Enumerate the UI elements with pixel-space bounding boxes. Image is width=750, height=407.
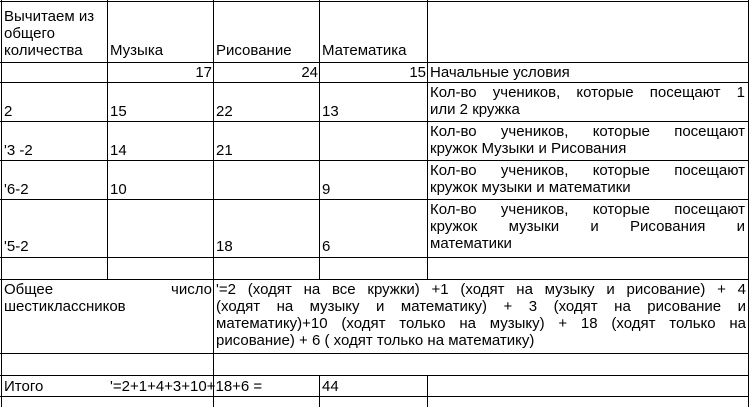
note-line: кружок Музыки и Рисования [430, 140, 627, 157]
grid-line [427, 0, 428, 280]
grid-line [0, 82, 749, 83]
cell-itogo-label[interactable]: Итого [4, 378, 44, 395]
cell-math-row4[interactable]: 9 [322, 181, 331, 198]
cell-drawing-initial[interactable]: 24 [301, 64, 318, 81]
grid-line [0, 160, 749, 161]
grid-line [0, 375, 749, 376]
grid-line [427, 376, 428, 407]
total-label-left: Общее [4, 281, 54, 298]
formula-line: математику)+10 (ходят только на музыку) + 18 (ходят только на [216, 315, 746, 332]
cell-subtract-row3[interactable]: '3 -2 [4, 142, 33, 159]
cell-subtract-row2[interactable]: 2 [4, 103, 13, 120]
grid-line [107, 0, 108, 280]
cell-drawing-row5[interactable]: 18 [216, 238, 233, 255]
formula-line: '=2 (ходят на все кружки) +1 (ходят на музыку и рисование) + 4 [216, 281, 746, 298]
header-cell-music[interactable]: Музыка [110, 42, 164, 59]
note-line: Кол-во учеников, которые посещают 1 [430, 84, 745, 101]
cell-itogo-result[interactable]: 44 [322, 378, 339, 395]
cell-note-row4[interactable] [430, 162, 745, 196]
header-subtract-line: количества [4, 42, 83, 59]
cell-math-row5[interactable]: 6 [322, 238, 331, 255]
formula-line: рисование) + 6 ( ходят только на математику) [216, 332, 535, 349]
cell-note-initial[interactable]: Начальные условия [430, 64, 570, 81]
grid-line [0, 199, 749, 200]
header-subtract-line: Вычитаем из [4, 8, 95, 25]
grid-line [0, 279, 749, 280]
cell-note-row5[interactable] [430, 201, 745, 252]
total-label-right: число [171, 281, 212, 298]
grid-line [0, 353, 749, 354]
cell-music-row2[interactable]: 15 [110, 103, 127, 120]
grid-line [0, 396, 749, 397]
grid-line [319, 0, 320, 280]
cell-music-initial[interactable]: 17 [195, 64, 212, 81]
cell-itogo-formula[interactable]: '=2+1+4+3+10+18+6 = [110, 378, 263, 395]
note-line: Кол-во учеников, которые посещают [430, 201, 745, 218]
grid-line [319, 376, 320, 407]
note-line: или 2 кружка [430, 101, 520, 118]
cell-music-row3[interactable]: 14 [110, 142, 127, 159]
header-subtract-line: общего [4, 25, 55, 42]
total-label-line [4, 281, 212, 298]
total-label-line2: шестиклассников [4, 298, 126, 315]
cell-subtract-row4[interactable]: '6-2 [4, 181, 29, 198]
note-line: Кол-во учеников, которые посещают [430, 123, 745, 140]
header-cell-drawing[interactable]: Рисование [216, 42, 292, 59]
note-line: кружок музыки и математики [430, 179, 631, 196]
note-line: математики [430, 235, 512, 252]
grid-line [0, 62, 749, 63]
note-line: Кол-во учеников, которые посещают [430, 162, 745, 179]
cell-note-row2[interactable] [430, 84, 745, 118]
cell-math-row2[interactable]: 13 [322, 103, 339, 120]
cell-drawing-row2[interactable]: 22 [216, 103, 233, 120]
cell-music-row4[interactable]: 10 [110, 181, 127, 198]
cell-note-row3[interactable] [430, 123, 745, 157]
header-cell-math[interactable]: Математика [322, 42, 407, 59]
cell-subtract-row5[interactable]: '5-2 [4, 238, 29, 255]
grid-line [0, 121, 749, 122]
grid-line [0, 1, 749, 2]
grid-line [0, 257, 749, 258]
cell-drawing-row3[interactable]: 21 [216, 142, 233, 159]
formula-line: (ходят на музыку и математику) + 3 (ходят на рисование и [216, 298, 746, 315]
header-cell-subtract[interactable] [4, 8, 106, 59]
cell-total-label[interactable] [4, 281, 212, 315]
cell-math-initial[interactable]: 15 [409, 64, 426, 81]
cell-total-formula[interactable] [216, 281, 746, 349]
note-line: кружок музыки и Рисования и [430, 218, 745, 235]
